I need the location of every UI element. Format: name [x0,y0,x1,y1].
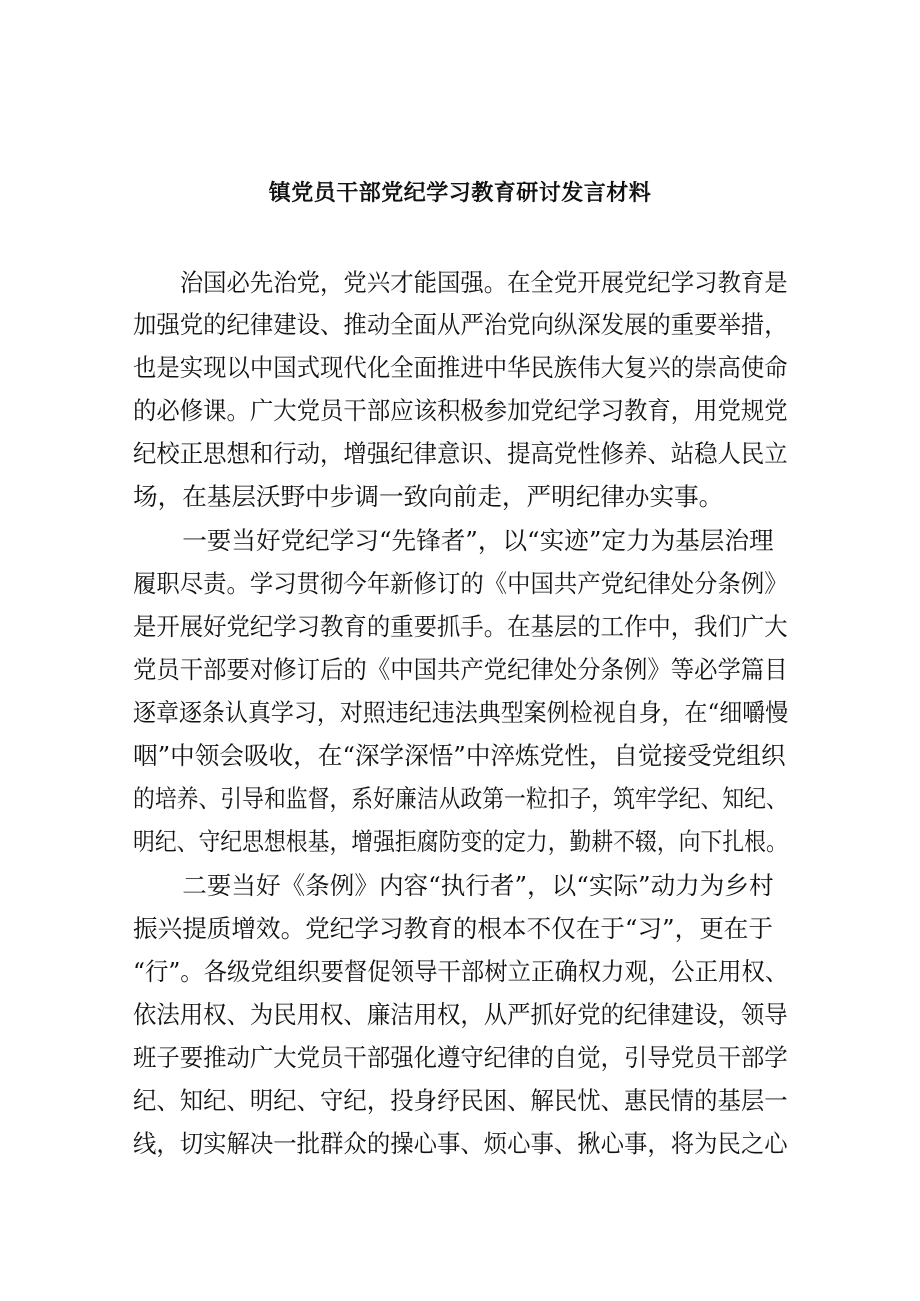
body-line: “行”。各级党组织要督促领导干部树立正确权力观，公正用权、 [133,957,789,986]
body-line: 二要当好《条例》内容“执行者”，以“实际”动力为乡村 [133,871,774,900]
document-title: 镇党员干部党纪学习教育研讨发言材料 [268,181,652,206]
body-line: 一要当好党纪学习“先锋者”，以“实迹”定力为基层治理 [133,526,774,555]
body-line: 场，在基层沃野中步调一致向前走，严明纪律办实事。 [133,482,724,511]
body-line: 也是实现以中国式现代化全面推进中华民族伟大复兴的崇高使命 [133,353,788,382]
body-line: 治国必先治党，党兴才能国强。在全党开展党纪学习教育是 [133,268,788,297]
body-line: 明纪、守纪思想根基，增强拒腐防变的定力，勤耕不辍，向下扎根。 [133,827,788,856]
body-line: 的培养、引导和监督，系好廉洁从政第一粒扣子，筑牢学纪、知纪、 [133,784,788,813]
body-line: 加强党的纪律建设、推动全面从严治党向纵深发展的重要举措， [133,310,788,339]
body-line: 的必修课。广大党员干部应该积极参加党纪学习教育，用党规党 [133,396,788,425]
body-line: 逐章逐条认真学习，对照违纪违法典型案例检视自身，在“细嚼慢 [133,698,789,727]
body-line: 咽”中领会吸收，在“深学深悟”中淬炼党性，自觉接受党组织 [133,741,786,770]
body-line: 纪、知纪、明纪、守纪，投身纾民困、解民忧、惠民情的基层一 [133,1086,788,1115]
body-line: 是开展好党纪学习教育的重要抓手。在基层的工作中，我们广大 [133,612,788,641]
body-line: 党员干部要对修订后的《中国共产党纪律处分条例》等必学篇目 [133,655,788,684]
body-line: 履职尽责。学习贯彻今年新修订的《中国共产党纪律处分条例》 [133,569,788,598]
body-line: 依法用权、为民用权、廉洁用权，从严抓好党的纪律建设，领导 [133,1000,788,1029]
body-line: 纪校正思想和行动，增强纪律意识、提高党性修养、站稳人民立 [133,439,788,468]
body-line: 线，切实解决一批群众的操心事、烦心事、揪心事，将为民之心 [133,1129,788,1158]
body-line: 班子要推动广大党员干部强化遵守纪律的自觉，引导党员干部学 [133,1043,788,1072]
body-line: 振兴提质增效。党纪学习教育的根本不仅在于“习”，更在于 [133,914,773,943]
